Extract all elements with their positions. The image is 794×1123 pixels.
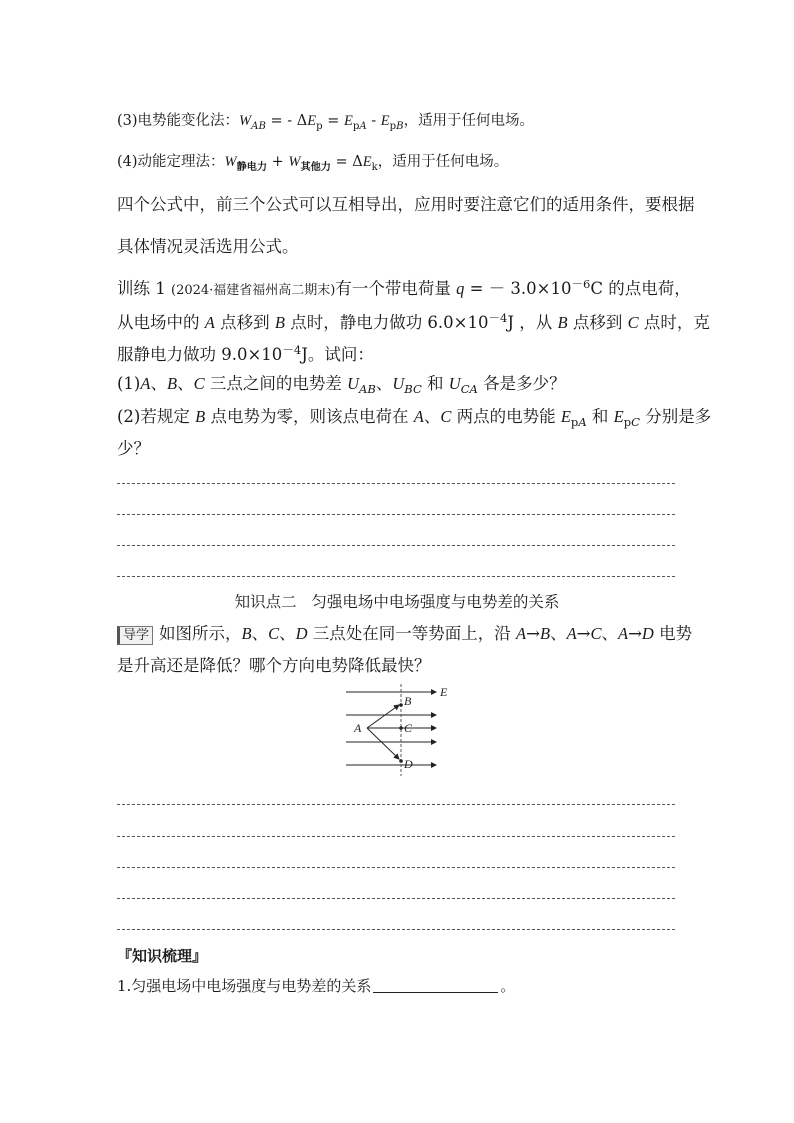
- question-2-and: 和: [591, 407, 609, 426]
- vector-AB: [367, 705, 399, 728]
- exercise-source: (2024·福建省福州高二期末): [171, 283, 336, 298]
- exercise-text-2e: 点移到: [572, 313, 623, 332]
- vector-AD: [367, 728, 399, 759]
- question-1-text-a: 三点之间的电势差: [209, 374, 342, 393]
- answer-line: [117, 898, 675, 899]
- exercise-text-2f: 点时，克: [643, 313, 710, 332]
- guide-text-3: 电势: [659, 624, 693, 643]
- answer-line: [117, 929, 675, 930]
- answer-line: [117, 514, 675, 515]
- exercise-text-3b: 试问：: [324, 345, 374, 364]
- question-2-text-b: 点电势为零，则该点电荷在: [210, 407, 409, 426]
- field-diagram: [340, 684, 460, 776]
- question-2-line-2: 少？: [117, 439, 150, 458]
- method4-sub1: 静电力: [236, 161, 268, 173]
- label-C: C: [404, 721, 413, 735]
- exercise-label: 训练 1: [117, 279, 171, 298]
- guide-line-1: 导学 如图所示，B、C、D 三点处在同一等势面上，沿 A→B、A→C、A→D 电势: [117, 620, 692, 645]
- answer-line: [117, 483, 675, 484]
- question-2-text-a: 若规定: [140, 407, 190, 426]
- formula-line-4: (4)动能定理法：$W_{静电力} + W_{其他力} = \Delta E_k$，适用于任何电场。: [117, 154, 509, 173]
- answer-line: [117, 576, 675, 577]
- answer-line: [117, 867, 675, 868]
- label-A: A: [354, 721, 362, 735]
- formula-line-3: (3)电势能变化法：$W_{AB}$ = - $\Delta E_p = E_{pA} - E_{pB}$，适用于任何电场。: [117, 113, 535, 132]
- section-title: 匀强电场中电场强度与电势差的关系: [311, 593, 560, 611]
- question-1: (1)A、B、C 三点之间的电势差 $U_{AB}$、$U_{BC}$ 和 $U_{CA}$ 各是多少？: [117, 374, 566, 396]
- question-2-text-c: 两点的电势能: [456, 407, 556, 426]
- method3-note: 适用于任何电场。: [418, 113, 535, 129]
- answer-line: [117, 545, 675, 546]
- guide-text-2: 三点处在同一等势面上，沿: [312, 624, 511, 643]
- answer-line: [117, 804, 675, 805]
- point-C: [399, 726, 403, 730]
- knowledge-item-1: 1.匀强电场中电场强度与电势差的关系 。: [117, 977, 516, 995]
- question-2-text-d: 分别是多: [645, 407, 712, 426]
- point-D: [399, 759, 403, 763]
- section-heading: [0, 590, 794, 612]
- guide-text-1: 如图所示，: [159, 624, 242, 643]
- question-1-text-b: 各是多少？: [483, 374, 566, 393]
- question-1-and: 和: [427, 374, 444, 393]
- exercise-line-2: 从电场中的 A 点移到 B 点时，静电力做功 $6.0\times 10^{-4}J$ ，从 B 点移到 C 点时，克: [117, 311, 710, 332]
- label-D: D: [404, 757, 413, 771]
- exercise-text-2c: 点时，静电力做功: [290, 313, 423, 332]
- summary-line-2: 具体情况灵活选用公式。: [117, 237, 299, 256]
- exercise-text-2d: 从: [535, 313, 553, 332]
- method4-note: 适用于任何电场。: [392, 154, 509, 170]
- guide-tag: 导学: [117, 626, 153, 645]
- exercise-text-2b: 点移到: [220, 313, 270, 332]
- exercise-text-1a: 有一个带电荷量: [335, 279, 451, 298]
- summary-line-1: 四个公式中，前三个公式可以互相导出，应用时要注意它们的适用条件，要根据: [117, 195, 695, 214]
- question-2-line-1: (2)若规定 B 点电势为零，则该点电荷在 A、C 两点的电势能 $E_{pA}$ 和 $E_{pC}$ 分别是多: [117, 407, 712, 429]
- knowledge-heading: 『知识梳理』: [117, 947, 208, 965]
- section-number: 知识点二: [234, 593, 297, 611]
- method4-label: (4)动能定理法: [117, 154, 211, 170]
- label-E: E: [440, 685, 448, 699]
- point-B: [399, 703, 403, 707]
- method4-sub2: 其他力: [300, 161, 331, 173]
- exercise-line-1: 训练 1 (2024·福建省福州高二期末)有一个带电荷量 q = － $3.0\times 10^{-6}C$ 的点电荷，: [117, 277, 691, 298]
- knowledge-item-1-text: 1.匀强电场中电场强度与电势差的关系: [117, 977, 372, 995]
- method3-label: (3)电势能变化法: [117, 113, 225, 129]
- guide-line-2: 是升高还是降低？哪个方向电势降低最快？: [117, 656, 431, 675]
- label-B: B: [404, 694, 412, 708]
- fill-in-blank[interactable]: [373, 977, 498, 993]
- exercise-line-3: 服静电力做功 $9.0\times 10^{-4}J$。试问：: [117, 343, 374, 364]
- answer-line: [117, 836, 675, 837]
- exercise-text-3a: 服静电力做功: [117, 345, 216, 364]
- exercise-text-1b: 的点电荷，: [608, 279, 691, 298]
- exercise-text-2a: 从电场中的: [117, 313, 200, 332]
